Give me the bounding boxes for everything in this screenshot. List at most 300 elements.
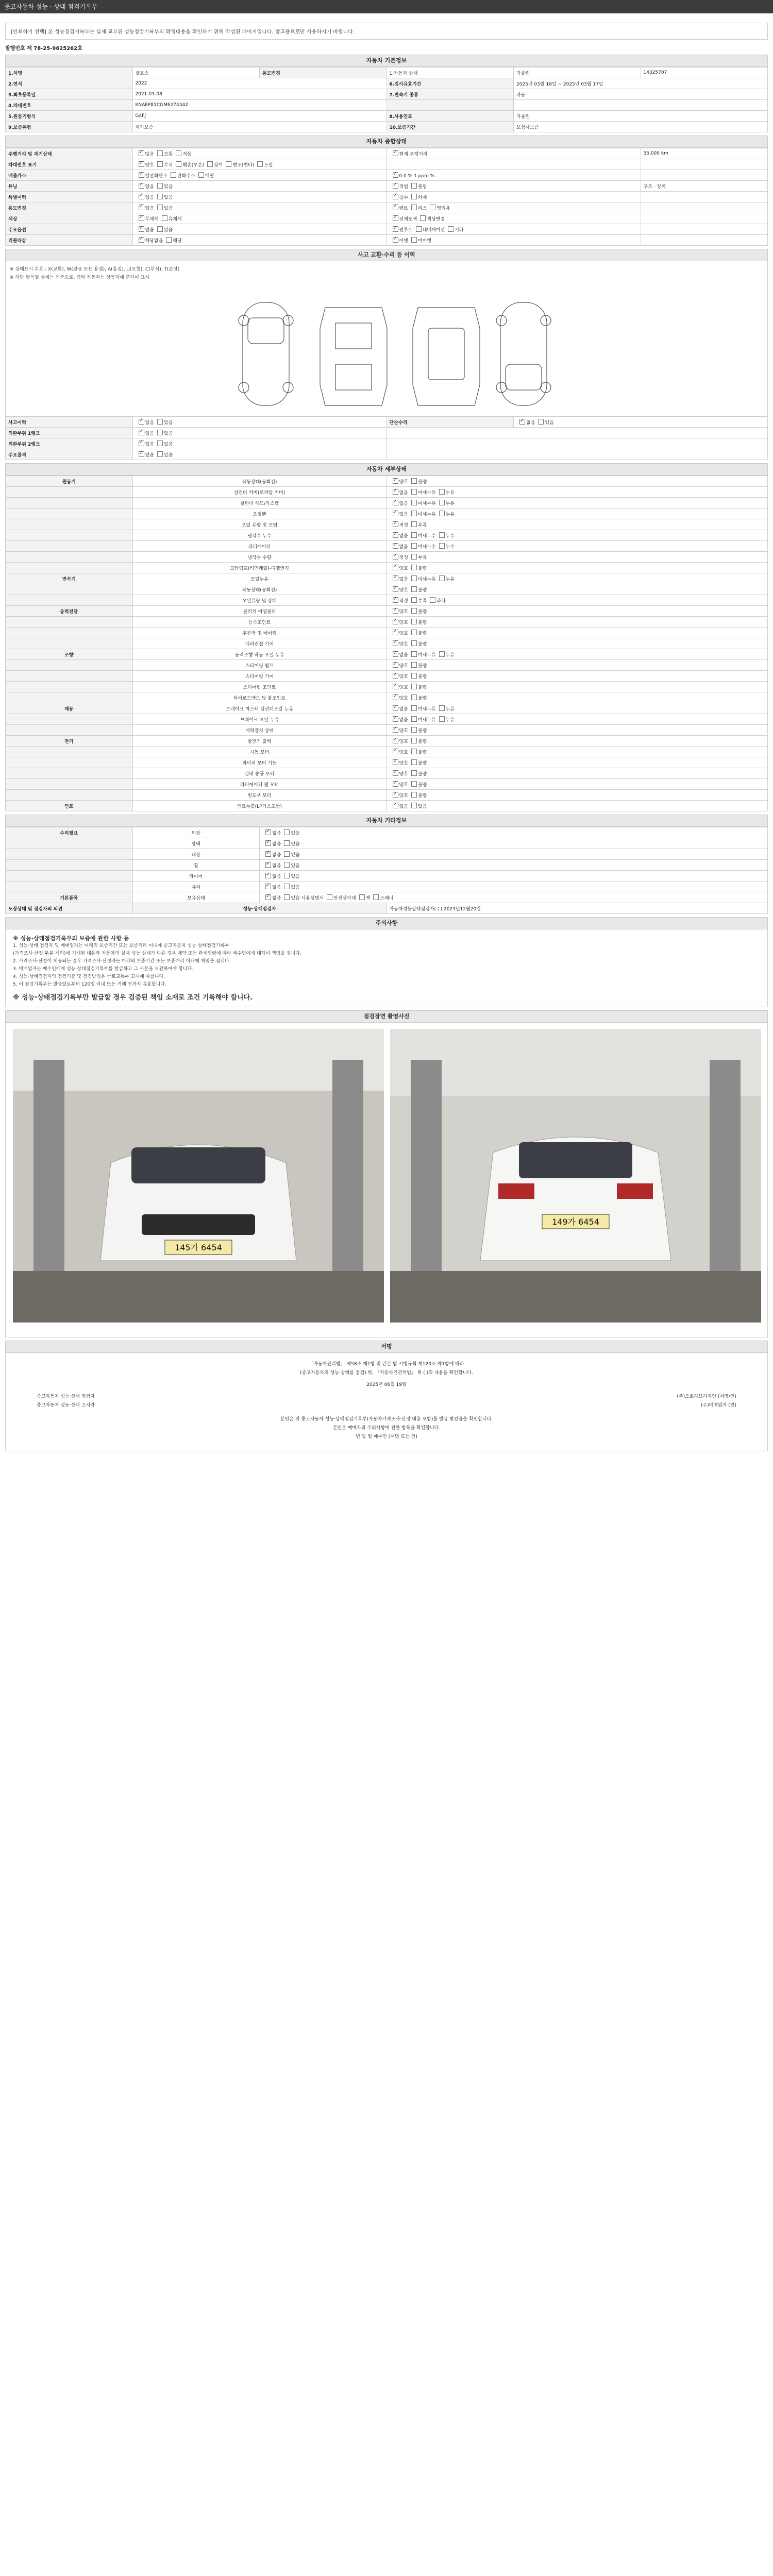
option-label: 불량: [417, 696, 427, 701]
notes-block: [5, 929, 768, 1007]
checkbox-icon: [411, 205, 417, 210]
option-label: 양호: [399, 696, 408, 701]
option-label: 0.0 % 1 ppm %: [399, 173, 435, 179]
checkbox-icon: [393, 727, 398, 733]
basic-table: [5, 67, 768, 132]
table-row: [6, 725, 768, 736]
option-cell: [386, 606, 768, 617]
table-row: [6, 703, 768, 714]
row-label: 주요옵션: [6, 224, 133, 235]
checkbox-icon: [393, 511, 398, 516]
option-cell: [386, 552, 768, 563]
notes-line: 3. 매매업자는 매수인에게 성능·상태점검기록부를 발급하고 그 사본을 보관하여야 합니다.: [13, 967, 194, 972]
checkbox-icon: [284, 840, 290, 846]
checkbox-icon: [411, 565, 417, 570]
row-value: [386, 428, 768, 438]
option-label: 없음: [272, 895, 281, 901]
checkbox-icon: [411, 237, 417, 243]
notes-line: 5. 이 점검기록부는 발급일로부터 120일 이내 또는 거래 전까지 유효합니다.: [13, 982, 166, 987]
option-label: 침수: [399, 195, 408, 200]
option-cell: [260, 827, 768, 838]
option-cell: [386, 573, 768, 584]
checkbox-icon: [265, 851, 271, 857]
option-label: 누유: [445, 577, 455, 582]
checkbox-icon: [411, 738, 417, 743]
option-cell: [386, 801, 768, 811]
checkbox-icon: [393, 608, 398, 614]
row-label: [6, 692, 133, 703]
sign-left: 중고자동차 성능·상태 점검자: [37, 1394, 95, 1399]
checkbox-icon: [439, 705, 445, 711]
table-row: [6, 903, 768, 914]
option-cell: [386, 660, 768, 671]
row-label: 변속기: [6, 573, 133, 584]
row-label: 동력전달: [6, 606, 133, 617]
table-row: [6, 638, 768, 649]
checkbox-icon: [176, 150, 181, 156]
section-sign: 서명: [5, 1341, 768, 1353]
table-row: [6, 649, 768, 660]
option-cell: [260, 849, 768, 860]
checkbox-icon: [411, 673, 417, 679]
option-label: 부식: [163, 162, 173, 168]
checkbox-icon: [265, 862, 271, 868]
row-label: [6, 882, 133, 892]
checkbox-icon: [393, 543, 398, 549]
sign-left: 중고자동차 성능·상태 고지자: [37, 1403, 95, 1408]
row-value: 가솔린: [514, 111, 768, 122]
row-label: 용도변경: [6, 202, 133, 213]
table-row: [6, 573, 768, 584]
checkbox-icon: [139, 150, 144, 156]
option-cell: [132, 235, 386, 246]
option-label: 불량: [417, 685, 427, 690]
table-row: [6, 213, 768, 224]
checkbox-icon: [411, 662, 417, 668]
option-label: 부족: [417, 555, 427, 561]
option-cell: [386, 757, 768, 768]
checkbox-icon: [411, 716, 417, 722]
option-label: 네비게이션: [422, 227, 445, 233]
checkbox-icon: [439, 543, 445, 549]
option-cell: [386, 170, 641, 181]
table-row: [6, 224, 768, 235]
section-detail: 자동차 세부상태: [5, 463, 768, 476]
checkbox-icon: [411, 770, 417, 776]
checkbox-icon: [411, 532, 417, 538]
table-row: [6, 541, 768, 552]
option-label: 없음: [399, 652, 408, 658]
row-label: [6, 757, 133, 768]
notes-line: 4. 성능·상태점검자의 점검기준 및 점검방법은 국토교통부 고시에 따릅니다.: [13, 974, 165, 979]
checkbox-icon: [139, 215, 144, 221]
checkbox-icon: [519, 419, 525, 425]
option-label: 양호: [399, 674, 408, 680]
option-label: 양호: [399, 631, 408, 636]
row-label: [6, 617, 133, 628]
table-row: [6, 747, 768, 757]
section-etc: 자동차 기타정보: [5, 815, 768, 827]
row-label: [6, 849, 133, 860]
table-row: [6, 849, 768, 860]
option-label: 누유: [445, 490, 455, 496]
option-label: 양호: [399, 663, 408, 669]
option-label: 없음: [145, 206, 154, 211]
row-item: 광택: [132, 838, 260, 849]
row-label: 주행거리 및 계기상태: [6, 148, 133, 159]
option-label: 미세누유: [417, 501, 436, 506]
table-row: [6, 476, 768, 487]
option-label: 있음: [163, 195, 173, 200]
row-value: [386, 438, 768, 449]
sign-right: (주)오토하브하자인 (서명/인): [677, 1394, 736, 1399]
option-label: 누유: [445, 501, 455, 506]
notes-line: 1. 성능·상태 점검자 및 매매업자는 아래의 보증기간 또는 보증거리 이내에 중고자동차 성능·상태점검기록부: [13, 943, 229, 948]
table-row: [6, 882, 768, 892]
option-label: 현재 주행거리: [399, 151, 428, 157]
option-label: 양호: [399, 793, 408, 799]
option-label: 적정: [399, 522, 408, 528]
row-item: 오일팬: [132, 509, 386, 519]
row-item: 보유상태: [132, 892, 260, 903]
option-label: 있음: [291, 852, 300, 858]
row-item: 오일유량 및 상태: [132, 595, 386, 606]
row-label: [6, 498, 133, 509]
checkbox-icon: [139, 440, 144, 446]
option-label: 없음: [399, 490, 408, 496]
row-label: 튜닝: [6, 181, 133, 192]
row-value: [641, 159, 768, 170]
option-label: 상이: [214, 162, 223, 168]
checkbox-icon: [393, 803, 398, 808]
table-row: [6, 838, 768, 849]
option-label: 미세누유: [417, 652, 436, 658]
row-label: 5.원동기형식: [6, 111, 133, 122]
option-cell: [386, 530, 768, 541]
table-row: [6, 871, 768, 882]
option-label: 미세누유: [417, 717, 436, 723]
option-cell: [386, 714, 768, 725]
checkbox-icon: [393, 237, 398, 243]
table-row: [6, 111, 768, 122]
option-label: 없음: [399, 501, 408, 506]
row-value: 2025년 03월 18일 ~ 2025년 03월 17일: [514, 78, 768, 89]
option-label: 불량: [417, 782, 427, 788]
checkbox-icon: [416, 226, 422, 232]
option-cell: [386, 224, 641, 235]
option-label: 적법: [399, 184, 408, 190]
table-row: [6, 628, 768, 638]
row-label: 도장상태 및 점검자의 의견: [6, 903, 133, 914]
row-label: [6, 584, 133, 595]
notes-warning: ※ 성능·상태점검기록부만 발급할 경우 검증된 책임 소재로 조건 기록해야 합니다.: [13, 994, 253, 1002]
photos-block: [5, 1023, 768, 1337]
row-label: 외판부위 1랭크: [6, 428, 133, 438]
row-label: [6, 682, 133, 692]
option-label: 있음: [163, 431, 173, 436]
checkbox-icon: [411, 803, 417, 808]
checkbox-icon: [439, 716, 445, 722]
sign-right: (주)배매업자 (인): [700, 1403, 736, 1408]
option-label: 양호: [399, 750, 408, 755]
option-cell: [386, 519, 768, 530]
option-cell: [386, 181, 641, 192]
option-cell: [386, 192, 641, 202]
row-label: [6, 860, 133, 871]
row-item: 발전기 출력: [132, 736, 386, 747]
table-row: [6, 801, 768, 811]
row-label: 차대번호 표기: [6, 159, 133, 170]
option-cell: [386, 790, 768, 801]
checkbox-icon: [139, 237, 144, 243]
option-label: 양호: [399, 771, 408, 777]
checkbox-icon: [411, 194, 417, 199]
checkbox-icon: [166, 237, 172, 243]
table-row: [6, 170, 768, 181]
option-label: 미세누수: [417, 544, 436, 550]
option-cell: [132, 192, 386, 202]
car-rear-image: [390, 1029, 761, 1323]
option-cell: [386, 541, 768, 552]
row-value: [386, 449, 768, 460]
checkbox-icon: [393, 172, 398, 178]
option-label: 미세누수: [417, 533, 436, 539]
row-item: 냉각수 누수: [132, 530, 386, 541]
table-row: [6, 449, 768, 460]
checkbox-icon: [439, 511, 445, 516]
option-label: 적정: [399, 598, 408, 604]
checkbox-icon: [393, 770, 398, 776]
option-cell: [260, 882, 768, 892]
row-label: [6, 509, 133, 519]
row-label: 수리필요: [6, 827, 133, 838]
table-row: [6, 438, 768, 449]
row-item: 오일누유: [132, 573, 386, 584]
checkbox-icon: [439, 651, 445, 657]
row-item: 동력조향 작동 오일 누유: [132, 649, 386, 660]
row-item: 스티어링 조인트: [132, 682, 386, 692]
section-photos: 점검장면 촬영사진: [5, 1010, 768, 1023]
row-value: [641, 213, 768, 224]
row-label: 7.변속기 종류: [386, 89, 514, 100]
option-label: 양호: [399, 566, 408, 571]
option-label: 있음: [417, 804, 427, 809]
checkbox-icon: [411, 694, 417, 700]
row-item: 브레이크 마스터 실린더오일 누유: [132, 703, 386, 714]
option-label: 있음: [291, 841, 300, 847]
checkbox-icon: [139, 172, 144, 178]
row-value: [641, 192, 768, 202]
checkbox-icon: [373, 894, 379, 900]
row-label: 주요골격: [6, 449, 133, 460]
row-label: [6, 638, 133, 649]
row-item: 타이로드엔드 및 볼조인트: [132, 692, 386, 703]
checkbox-icon: [393, 478, 398, 484]
row-label: 연료: [6, 801, 133, 811]
checkbox-icon: [162, 215, 167, 221]
option-label: 없음: [399, 706, 408, 712]
option-label: 미세누유: [417, 706, 436, 712]
row-value: [386, 159, 641, 170]
checkbox-icon: [157, 451, 163, 457]
option-cell: [386, 563, 768, 573]
row-label: 사고이력: [6, 417, 133, 428]
row-label: 원동기: [6, 476, 133, 487]
option-label: 불량: [417, 609, 427, 615]
row-item: 와이퍼 모터 기능: [132, 757, 386, 768]
detail-table: [5, 476, 768, 811]
notes-heading: ※ 성능·상태점검기록부의 보증에 관한 사항 등: [13, 935, 129, 942]
option-label: 불량: [417, 641, 427, 647]
row-label: [6, 552, 133, 563]
option-label: 불량: [417, 631, 427, 636]
rear-plate: 149가 6454: [552, 1217, 599, 1227]
table-row: [6, 606, 768, 617]
checkbox-icon: [171, 172, 176, 178]
registration-number: 발행번호 제 78-25-9625262호: [5, 46, 82, 52]
sign-line: 「자동차관리법」 제58조 제1항 및 같은 법 시행규칙 제120조 제1항에 따라: [309, 1362, 464, 1367]
row-label: [6, 541, 133, 552]
row-value: 35,000 km: [641, 148, 768, 159]
row-item: 추진축 및 베어링: [132, 628, 386, 638]
option-label: 많음: [145, 151, 154, 157]
checkbox-icon: [393, 662, 398, 668]
section-damage: 사고 교환·수리 등 이력: [5, 249, 768, 261]
checkbox-icon: [439, 500, 445, 505]
sign-date: 2025년 06월 19일: [366, 1382, 407, 1387]
table-row: [6, 779, 768, 790]
table-row: [6, 692, 768, 703]
checkbox-icon: [393, 673, 398, 679]
table-row: [6, 78, 768, 89]
table-row: [6, 682, 768, 692]
checkbox-icon: [393, 521, 398, 527]
row-item: 고압펌프(커먼레일)-디젤엔진: [132, 563, 386, 573]
option-label: 적정: [399, 555, 408, 561]
row-value: [641, 202, 768, 213]
row-label: 조향: [6, 649, 133, 660]
checkbox-icon: [411, 521, 417, 527]
row-value: 자가보증: [132, 122, 386, 132]
option-label: 없음: [145, 420, 154, 426]
row-label: [6, 671, 133, 682]
checkbox-icon: [411, 608, 417, 614]
option-label: 누유: [445, 512, 455, 517]
option-label: 없음: [145, 184, 154, 190]
option-label: 적음: [182, 151, 192, 157]
option-label: 불량: [417, 728, 427, 734]
checkbox-icon: [411, 597, 417, 603]
option-label: 없음: [399, 717, 408, 723]
front-plate: 145가 6454: [175, 1243, 222, 1252]
checkbox-icon: [265, 873, 271, 878]
option-label: 변조(변타): [232, 162, 255, 168]
option-label: 과다: [436, 598, 446, 604]
option-label: 없음: [399, 577, 408, 582]
option-cell: [386, 202, 641, 213]
row-label: 외판부위 2랭크: [6, 438, 133, 449]
row-label: 용도변경: [260, 67, 387, 78]
row-label: [6, 714, 133, 725]
table-row: [6, 89, 768, 100]
option-cell: [132, 159, 386, 170]
option-cell: [386, 671, 768, 682]
checkbox-icon: [393, 554, 398, 560]
row-value: G4FJ: [132, 111, 386, 122]
row-item: 유리: [132, 882, 260, 892]
row-label: [6, 779, 133, 790]
row-label: [6, 519, 133, 530]
row-item: 내장: [132, 849, 260, 860]
option-label: 탄화수소: [177, 173, 195, 179]
option-label: 누유: [445, 706, 455, 712]
option-label: 렌트: [399, 206, 408, 211]
checkbox-icon: [393, 532, 398, 538]
checkbox-icon: [139, 161, 144, 167]
checkbox-icon: [257, 161, 263, 167]
row-item: 디퍼런셜 기어: [132, 638, 386, 649]
option-cell: [386, 703, 768, 714]
table-row: [6, 595, 768, 606]
checkbox-icon: [284, 884, 290, 889]
option-label: 있음: [163, 452, 173, 458]
option-label: 양호: [399, 782, 408, 788]
row-value: 1.자동차 상태: [386, 67, 514, 78]
row-item: 휠: [132, 860, 260, 871]
row-label: 2.연식: [6, 78, 133, 89]
row-item: 라디에이터 팬 모터: [132, 779, 386, 790]
checkbox-icon: [157, 430, 163, 435]
row-label: 제동: [6, 703, 133, 714]
option-cell: [132, 428, 386, 438]
sign-block: [5, 1353, 768, 1451]
checkbox-icon: [284, 851, 290, 857]
checkbox-icon: [393, 738, 398, 743]
table-row: [6, 714, 768, 725]
checkbox-icon: [393, 575, 398, 581]
checkbox-icon: [157, 205, 163, 210]
option-label: 양호: [399, 760, 408, 766]
row-value: 자동차성능상태점검자(주) 2023년12월20일: [386, 903, 768, 914]
option-label: 양호: [399, 728, 408, 734]
row-label: [6, 768, 133, 779]
option-label: 없음: [399, 544, 408, 550]
table-row: [6, 192, 768, 202]
checkbox-icon: [411, 511, 417, 516]
checkbox-icon: [393, 226, 398, 232]
row-item: 라디에이터: [132, 541, 386, 552]
sign-row-notifier: [6, 1401, 767, 1410]
checkbox-icon: [157, 161, 163, 167]
table-row: [6, 617, 768, 628]
checkbox-icon: [393, 651, 398, 657]
table-row: [6, 671, 768, 682]
row-item: 윈도우 모터: [132, 790, 386, 801]
row-item: 실내 송풍 모터: [132, 768, 386, 779]
table-row: [6, 100, 768, 111]
option-cell: [132, 148, 386, 159]
option-label: 누유: [445, 652, 455, 658]
option-cell: [386, 213, 641, 224]
checkbox-icon: [284, 894, 290, 900]
option-label: 있음: [291, 874, 300, 879]
checkbox-icon: [157, 183, 163, 189]
option-label: 잭: [365, 895, 371, 901]
table-row: [6, 509, 768, 519]
option-label: 없음: [272, 831, 281, 836]
notes-line: (가격조사·산정 부분 제외)에 기재된 내용과 자동차의 실제 성능·상태가 다른 경우 계약 또는 관계법령에 따라 매수인에게 대하여 책임을 집니다.: [13, 951, 301, 956]
row-label: [6, 595, 133, 606]
